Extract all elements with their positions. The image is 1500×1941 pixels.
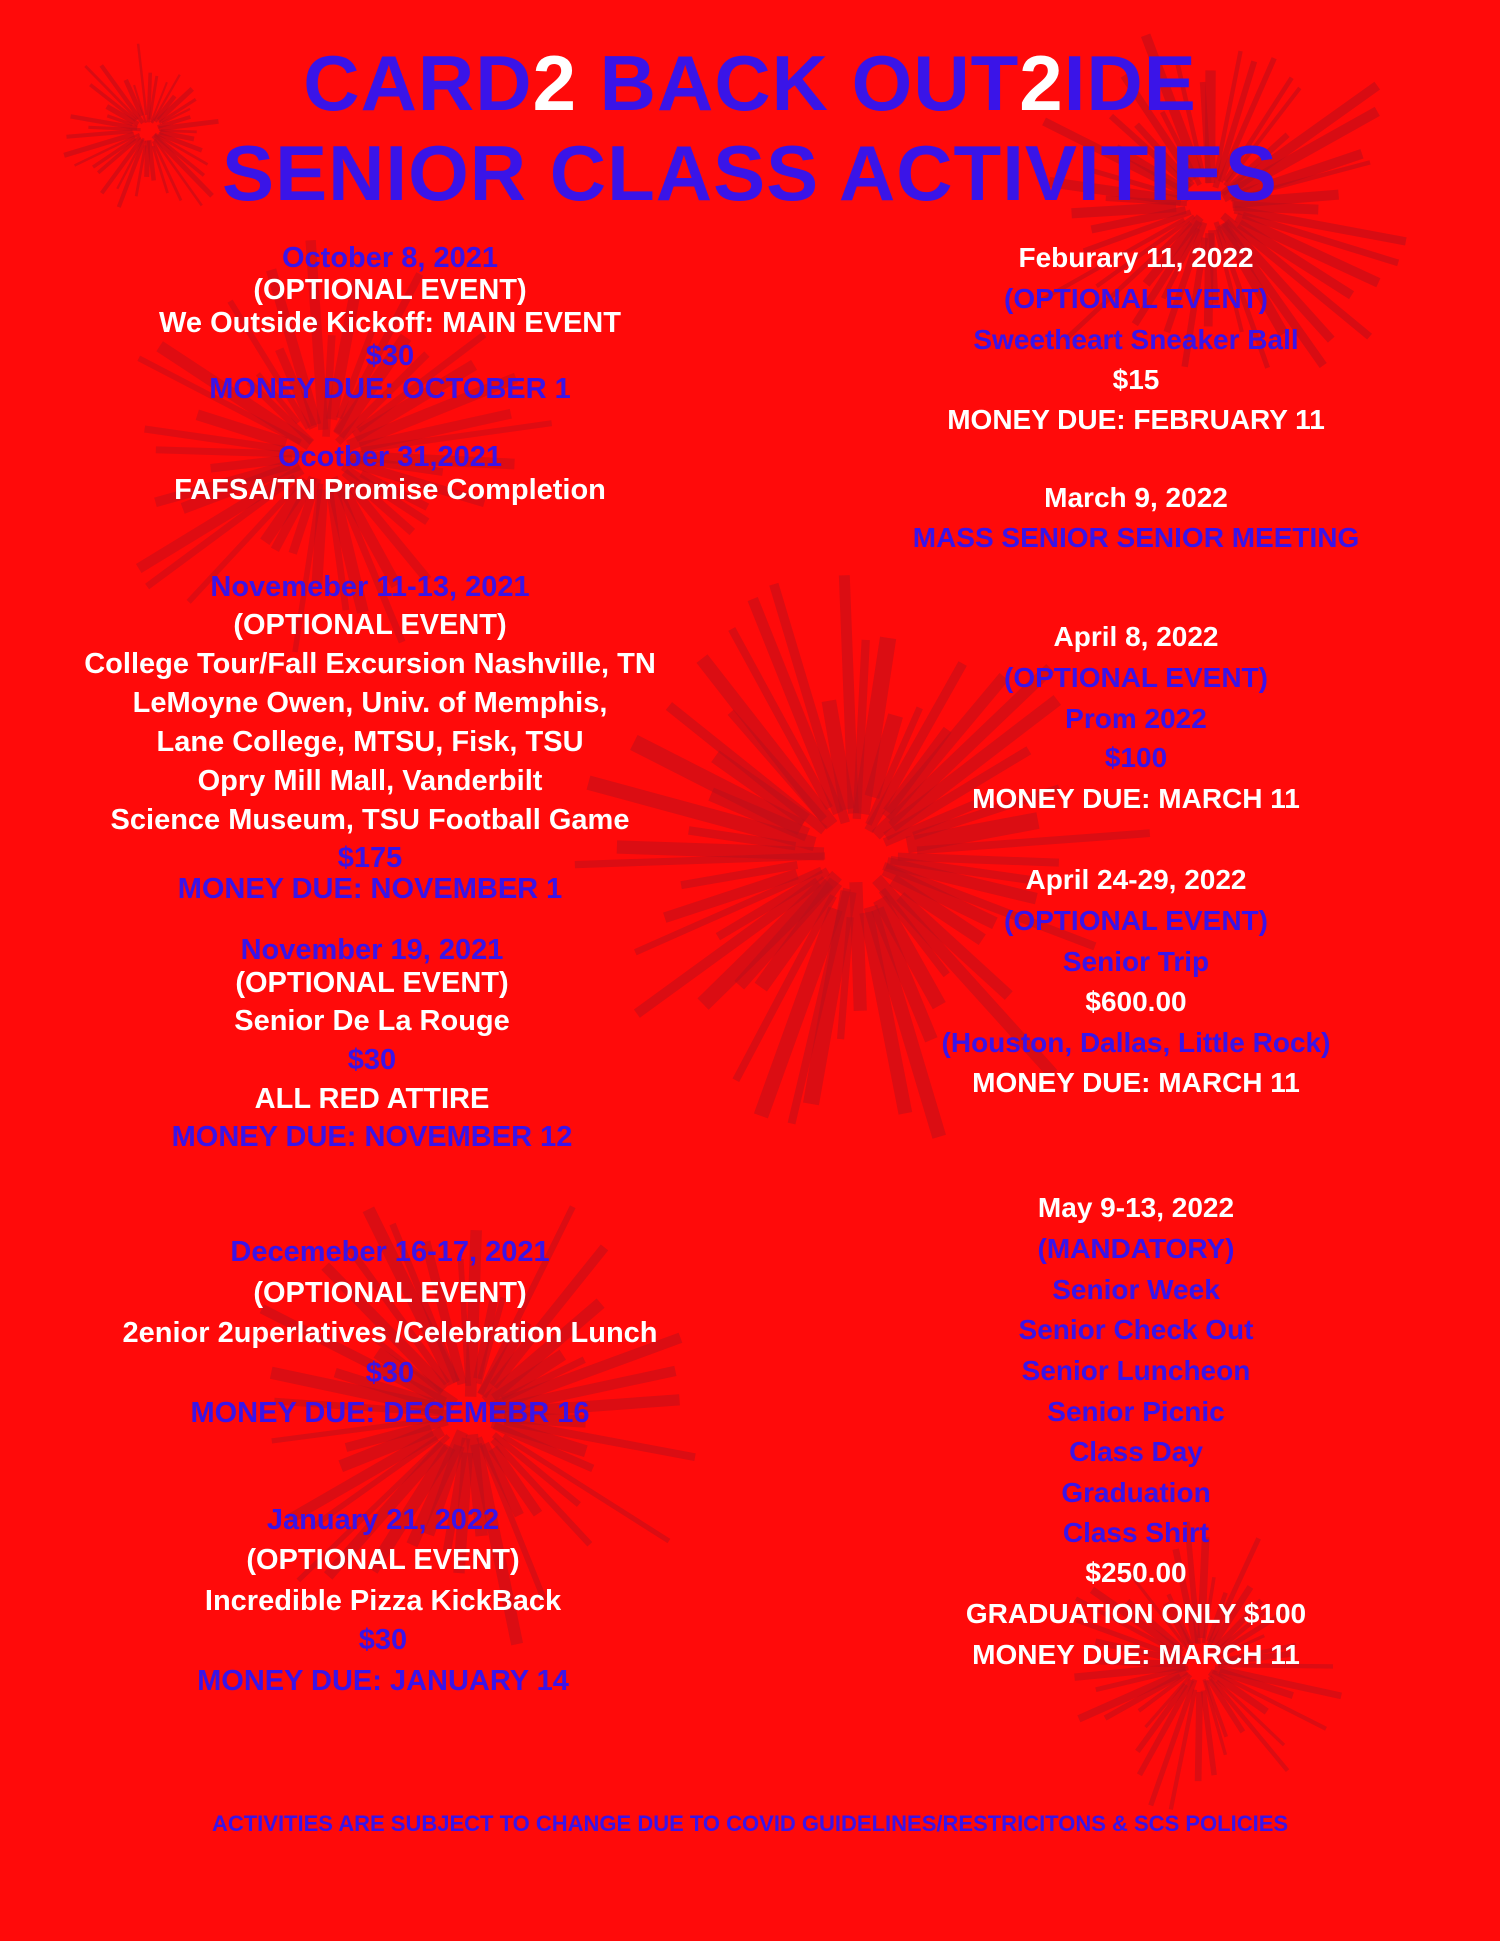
event-nov19-line: (OPTIONAL EVENT): [235, 967, 509, 999]
event-feb11-line: Feburary 11, 2022: [1018, 242, 1254, 273]
event-dec16-line: $30: [365, 1357, 415, 1389]
event-may9-line: Class Day: [1069, 1436, 1203, 1467]
event-mar9-line: MASS SENIOR SENIOR MEETING: [912, 522, 1360, 553]
event-jan21-line: MONEY DUE: JANUARY 14: [197, 1665, 569, 1697]
event-apr8-line: MONEY DUE: MARCH 11: [972, 783, 1300, 814]
event-may9-line: Graduation: [1061, 1477, 1211, 1508]
burst-ray: [856, 882, 860, 1011]
event-oct8-line: $30: [365, 340, 415, 372]
event-oct8-line: October 8, 2021: [282, 242, 498, 274]
footer-notice: ACTIVITIES ARE SUBJECT TO CHANGE DUE TO COVID GUIDELINES/RESTRICITONS & SCS POLICIES: [211, 1811, 1289, 1836]
event-jan21-line: (OPTIONAL EVENT): [246, 1544, 520, 1576]
event-apr8-line: $100: [1104, 742, 1168, 773]
event-may9-line: Senior Luncheon: [1021, 1355, 1251, 1386]
event-jan21-line: January 21, 2022: [266, 1504, 500, 1536]
event-may9-line: $250.00: [1085, 1557, 1187, 1588]
event-oct8-line: MONEY DUE: OCTOBER 1: [209, 373, 571, 405]
event-feb11-line: MONEY DUE: FEBRUARY 11: [947, 404, 1325, 435]
event-dec16-line: (OPTIONAL EVENT): [253, 1277, 527, 1309]
event-may9-line: Senior Week: [1052, 1274, 1220, 1305]
event-may9-line: Class Shirt: [1062, 1517, 1210, 1548]
event-apr24-line: $600.00: [1085, 986, 1187, 1017]
event-feb11-line: $15: [1112, 364, 1160, 395]
event-nov19-line: $30: [347, 1044, 397, 1076]
event-nov19-line: MONEY DUE: NOVEMBER 12: [171, 1121, 573, 1153]
event-nov11-line: (OPTIONAL EVENT): [233, 609, 507, 641]
event-nov11-line: Novemeber 11-13, 2021: [210, 571, 530, 603]
event-feb11-line: Sweetheart Sneaker Ball: [973, 324, 1299, 355]
event-nov19-line: November 19, 2021: [240, 934, 504, 966]
event-nov11-line: College Tour/Fall Excursion Nashville, TN: [84, 648, 656, 680]
event-apr24-line: April 24-29, 2022: [1025, 864, 1247, 895]
event-oct31-line: Ocotber 31,2021: [277, 441, 503, 473]
event-nov11-line: $175: [337, 842, 403, 874]
event-apr24-line: (OPTIONAL EVENT): [1004, 905, 1268, 936]
event-mar9-line: March 9, 2022: [1044, 482, 1228, 513]
event-apr8-line: Prom 2022: [1065, 703, 1207, 734]
burst-ray: [504, 1436, 669, 1541]
event-apr24-line: (Houston, Dallas, Little Rock): [941, 1027, 1331, 1058]
event-nov11-line: Lane College, MTSU, Fisk, TSU: [156, 726, 584, 758]
event-may9-line: (MANDATORY): [1037, 1233, 1235, 1264]
event-nov19-line: ALL RED ATTIRE: [254, 1083, 490, 1115]
event-oct31-line: FAFSA/TN Promise Completion: [174, 474, 606, 506]
event-nov11-line: MONEY DUE: NOVEMBER 1: [177, 873, 563, 905]
event-dec16-line: MONEY DUE: DECEMEBR 16: [190, 1397, 590, 1429]
event-dec16-line: Decemeber 16-17, 2021: [230, 1236, 550, 1268]
event-oct8-line: (OPTIONAL EVENT): [253, 274, 527, 306]
event-jan21-line: Incredible Pizza KickBack: [204, 1585, 562, 1617]
event-may9-line: May 9-13, 2022: [1037, 1192, 1235, 1223]
event-apr24-line: Senior Trip: [1062, 946, 1210, 977]
event-oct8-line: We Outside Kickoff: MAIN EVENT: [159, 307, 621, 339]
event-nov19-line: Senior De La Rouge: [234, 1005, 510, 1037]
event-may9-line: MONEY DUE: MARCH 11: [972, 1639, 1300, 1670]
burst-ray: [1198, 1692, 1199, 1781]
event-apr24-line: MONEY DUE: MARCH 11: [972, 1067, 1300, 1098]
event-feb11-line: (OPTIONAL EVENT): [1004, 283, 1268, 314]
page-title-line-1: CARD2 BACK OUT2IDE: [303, 39, 1197, 127]
event-apr8-line: (OPTIONAL EVENT): [1004, 662, 1268, 693]
event-nov11-line: Science Museum, TSU Football Game: [110, 804, 630, 836]
event-nov11-line: LeMoyne Owen, Univ. of Memphis,: [132, 687, 608, 719]
event-apr8-line: April 8, 2022: [1053, 621, 1219, 652]
event-may9-line: GRADUATION ONLY $100: [965, 1598, 1307, 1629]
event-nov11-line: Opry Mill Mall, Vanderbilt: [197, 765, 543, 797]
event-may9-line: Senior Picnic: [1047, 1396, 1225, 1427]
event-may9-line: Senior Check Out: [1018, 1314, 1254, 1345]
event-jan21-line: $30: [358, 1624, 408, 1656]
event-dec16-line: 2enior 2uperlatives /Celebration Lunch: [122, 1317, 658, 1349]
page-title-line-2: SENIOR CLASS ACTIVITIES: [222, 129, 1278, 217]
